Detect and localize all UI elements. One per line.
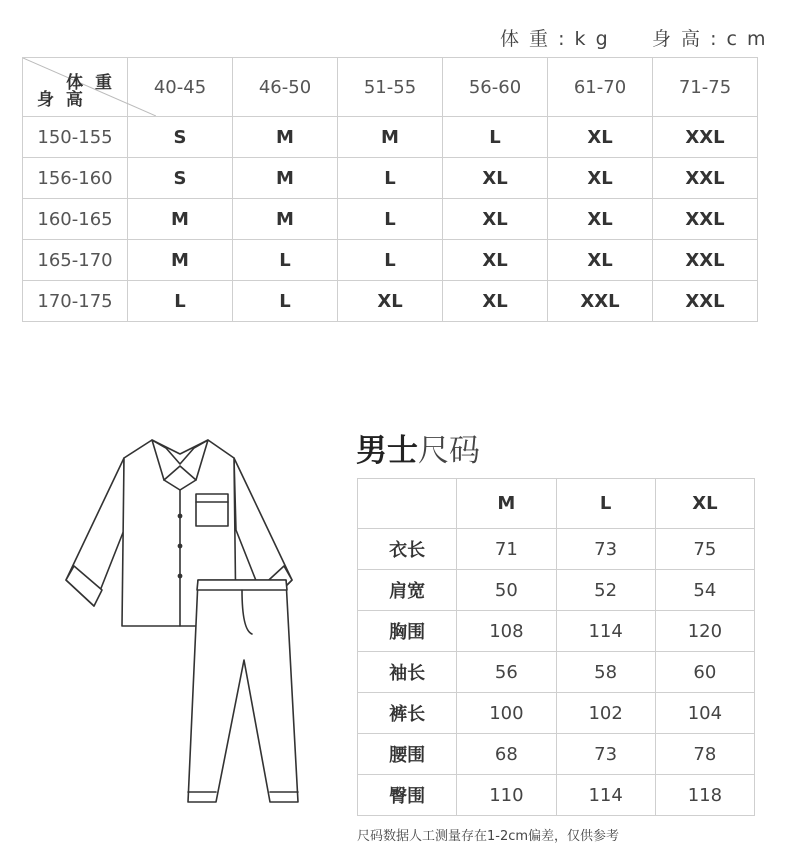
weight-column-header: 71-75 bbox=[653, 58, 758, 117]
weight-unit-label: 体 重 : k g bbox=[500, 28, 610, 50]
size-cell: M bbox=[338, 117, 443, 158]
size-cell: XL bbox=[443, 199, 548, 240]
title-bold: 男士 bbox=[356, 433, 418, 469]
mens-size-table bbox=[357, 478, 755, 816]
weight-column-header: 51-55 bbox=[338, 58, 443, 117]
measure-value: 108 bbox=[457, 611, 556, 652]
weight-column-header: 61-70 bbox=[548, 58, 653, 117]
size-cell: XXL bbox=[653, 199, 758, 240]
size-cell: XXL bbox=[653, 240, 758, 281]
measure-value: 73 bbox=[556, 734, 655, 775]
size-cell: XL bbox=[548, 240, 653, 281]
measure-value: 54 bbox=[655, 570, 754, 611]
size-cell: M bbox=[128, 240, 233, 281]
weight-column-header: 56-60 bbox=[443, 58, 548, 117]
title-normal: 尺码 bbox=[418, 433, 480, 469]
height-cell: 160-165 bbox=[23, 199, 128, 240]
table-row bbox=[358, 529, 755, 570]
measure-value: 56 bbox=[457, 652, 556, 693]
size-cell: XL bbox=[443, 281, 548, 322]
table-row bbox=[23, 281, 758, 322]
weight-column-header: 40-45 bbox=[128, 58, 233, 117]
height-cell: 165-170 bbox=[23, 240, 128, 281]
measure-value: 60 bbox=[655, 652, 754, 693]
table-row bbox=[358, 734, 755, 775]
empty-header-cell bbox=[358, 479, 457, 529]
size-cell: S bbox=[128, 117, 233, 158]
size-cell: L bbox=[233, 240, 338, 281]
size-cell: XXL bbox=[548, 281, 653, 322]
size-cell: L bbox=[338, 158, 443, 199]
measure-value: 58 bbox=[556, 652, 655, 693]
size-cell: L bbox=[128, 281, 233, 322]
measure-value: 52 bbox=[556, 570, 655, 611]
table-row bbox=[358, 611, 755, 652]
height-cell: 150-155 bbox=[23, 117, 128, 158]
size-cell: XL bbox=[338, 281, 443, 322]
size-cell: L bbox=[338, 199, 443, 240]
measure-value: 73 bbox=[556, 529, 655, 570]
size-cell: L bbox=[338, 240, 443, 281]
table-row bbox=[358, 652, 755, 693]
measure-value: 118 bbox=[655, 775, 754, 816]
measure-label: 腰围 bbox=[358, 734, 457, 775]
measure-label: 肩宽 bbox=[358, 570, 457, 611]
size-cell: XL bbox=[548, 158, 653, 199]
measure-value: 78 bbox=[655, 734, 754, 775]
height-cell: 170-175 bbox=[23, 281, 128, 322]
size-column-header: M bbox=[457, 479, 556, 529]
measure-value: 104 bbox=[655, 693, 754, 734]
table-header-row bbox=[358, 479, 755, 529]
height-unit-label: 身 高 : c m bbox=[652, 28, 768, 50]
table-header-row bbox=[23, 58, 758, 117]
measure-value: 68 bbox=[457, 734, 556, 775]
size-cell: XL bbox=[443, 158, 548, 199]
measure-value: 71 bbox=[457, 529, 556, 570]
measure-label: 衣长 bbox=[358, 529, 457, 570]
measure-value: 120 bbox=[655, 611, 754, 652]
table-row bbox=[358, 775, 755, 816]
table-row bbox=[358, 693, 755, 734]
pajama-set-icon bbox=[56, 430, 306, 830]
weight-column-header: 46-50 bbox=[233, 58, 338, 117]
size-by-height-weight-table bbox=[22, 57, 758, 322]
table-row bbox=[23, 117, 758, 158]
measure-label: 胸围 bbox=[358, 611, 457, 652]
size-cell: M bbox=[128, 199, 233, 240]
measure-value: 75 bbox=[655, 529, 754, 570]
measure-label: 袖长 bbox=[358, 652, 457, 693]
measure-label: 臀围 bbox=[358, 775, 457, 816]
size-column-header: XL bbox=[655, 479, 754, 529]
size-cell: M bbox=[233, 117, 338, 158]
table-row bbox=[23, 240, 758, 281]
measure-value: 100 bbox=[457, 693, 556, 734]
corner-height-label: 身 高 bbox=[37, 90, 86, 110]
table-row bbox=[23, 199, 758, 240]
height-cell: 156-160 bbox=[23, 158, 128, 199]
measurement-note: 尺码数据人工测量存在1-2cm偏差，仅供参考 bbox=[357, 829, 620, 844]
size-column-header: L bbox=[556, 479, 655, 529]
size-cell: L bbox=[233, 281, 338, 322]
size-cell: M bbox=[233, 199, 338, 240]
corner-weight-label: 体 重 bbox=[66, 73, 115, 93]
size-cell: XL bbox=[443, 240, 548, 281]
size-cell: M bbox=[233, 158, 338, 199]
size-cell: L bbox=[443, 117, 548, 158]
size-cell: S bbox=[128, 158, 233, 199]
measure-value: 110 bbox=[457, 775, 556, 816]
size-cell: XXL bbox=[653, 158, 758, 199]
size-cell: XXL bbox=[653, 117, 758, 158]
size-cell: XL bbox=[548, 199, 653, 240]
table-row bbox=[23, 158, 758, 199]
measure-value: 50 bbox=[457, 570, 556, 611]
size-cell: XXL bbox=[653, 281, 758, 322]
measure-label: 裤长 bbox=[358, 693, 457, 734]
table-row bbox=[358, 570, 755, 611]
corner-header-cell bbox=[23, 58, 128, 117]
measure-value: 114 bbox=[556, 611, 655, 652]
size-cell: XL bbox=[548, 117, 653, 158]
mens-size-title bbox=[356, 425, 480, 470]
measure-value: 102 bbox=[556, 693, 655, 734]
measure-value: 114 bbox=[556, 775, 655, 816]
